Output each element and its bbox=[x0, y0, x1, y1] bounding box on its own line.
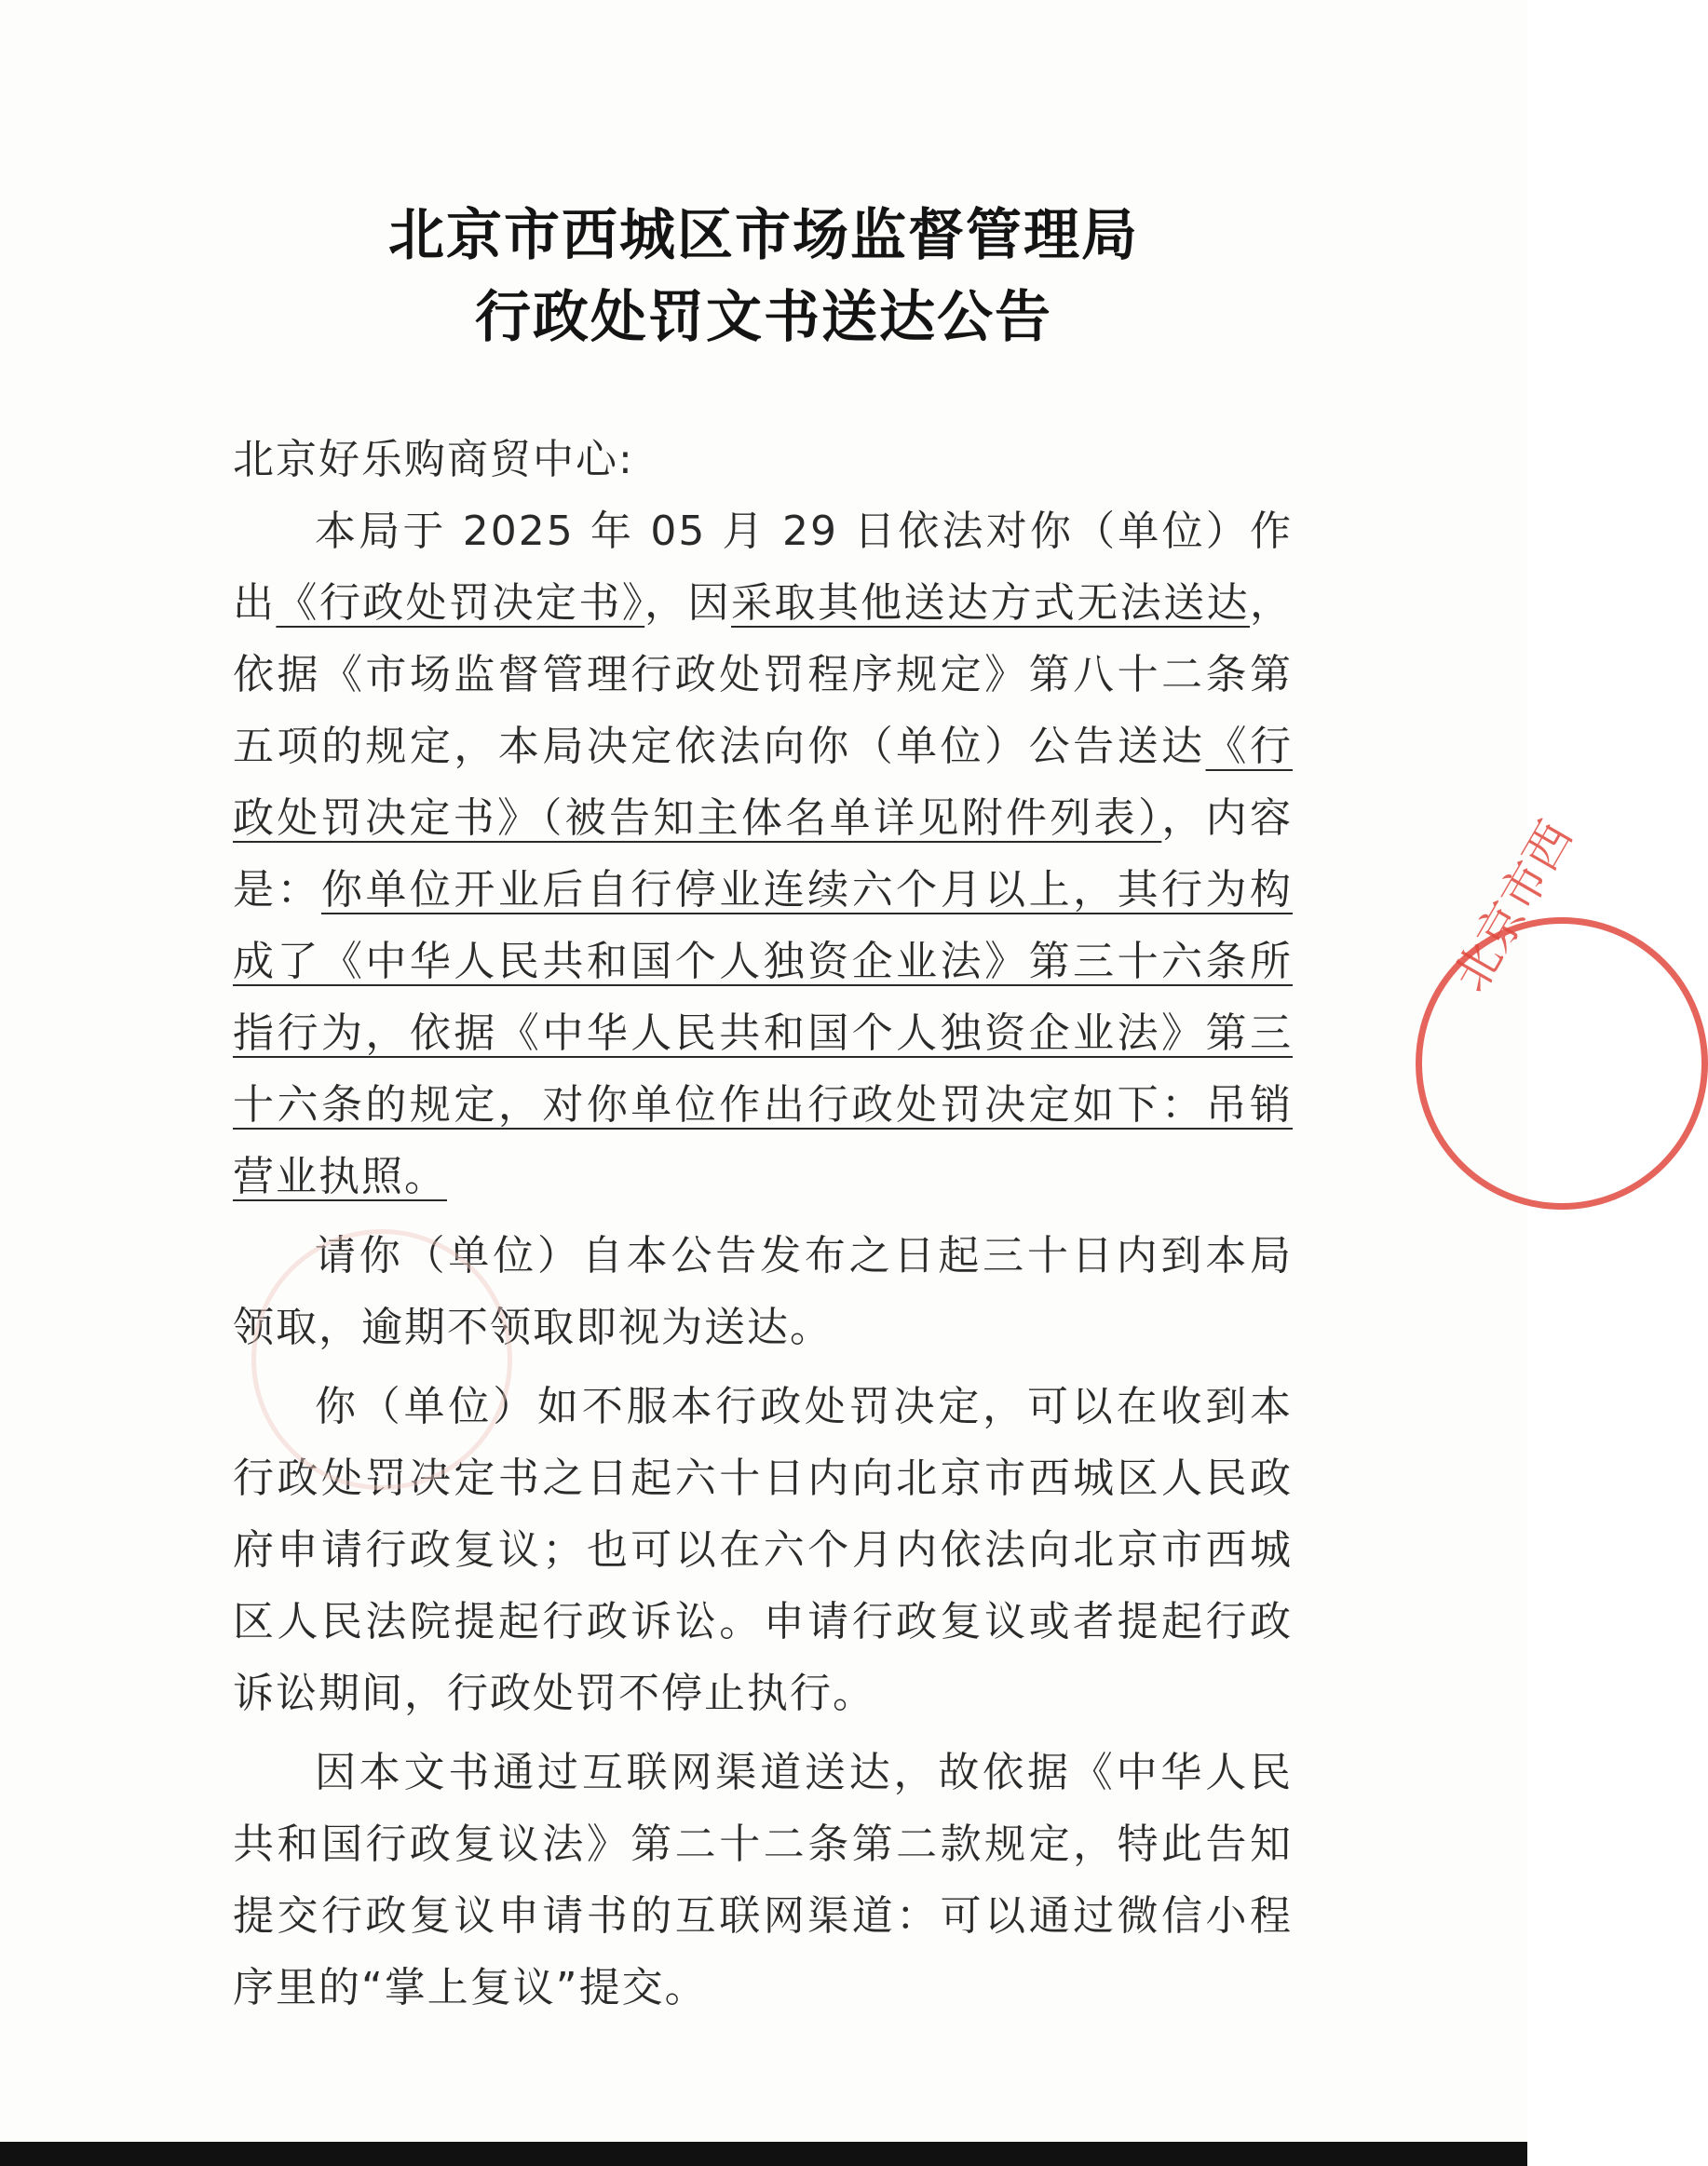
para1-text-e: ，依据《市场监督管理行政处罚程序规定》第八十二条第五项的规定，本局决定依法向你（单位）公告送达 bbox=[233, 579, 1294, 770]
paragraph-collection: 请你（单位）自本公告发布之日起三十日内到本局领取，逾期不领取即视为送达。 bbox=[233, 1232, 1293, 1351]
scan-bottom-edge bbox=[0, 2142, 1527, 2166]
para1-underlined-content: 你单位开业后自行停业连续六个月以上，其行为构成了《中华人民共和国个人独资企业法》第三十六条所指行为，依据《中华人民共和国个人独资企业法》第三十六条的规定，对你单位作出行政处罚决定如下：吊销营业执照。 bbox=[233, 866, 1294, 1200]
para1-underlined-document: 《行政处罚决定书》 bbox=[276, 579, 645, 627]
para1-text-g: ，内容是： bbox=[233, 794, 1294, 914]
paragraph-internet-channel: 因本文书通过互联网渠道送达，故依据《中华人民共和国行政复议法》第二十二条第二款规定，特此告知提交行政复议申请书的互联网渠道：可以通过微信小程序里的“掌上复议”提交。 bbox=[233, 1749, 1293, 2011]
addressee: 北京好乐购商贸中心: bbox=[233, 436, 634, 483]
official-seal-text: 北京市西 bbox=[1443, 812, 1583, 1001]
para1-underlined-reason: 采取其他送达方式无法送达 bbox=[731, 579, 1251, 627]
para1-text-c: ，因 bbox=[644, 579, 732, 627]
document-title-line2: 行政处罚文书送达公告 bbox=[475, 285, 1052, 350]
bleed-through-seal bbox=[251, 1229, 512, 1490]
paragraph-appeal: 你（单位）如不服本行政处罚决定，可以在收到本行政处罚决定书之日起六十日内向北京市西城区人民政府申请行政复议；也可以在六个月内依法向北京市西城区人民法院提起行政诉讼。申请行政复议或者提起行政诉讼期间，行政处罚不停止执行。 bbox=[233, 1383, 1293, 1717]
para1-underlined-notice: 《行政处罚决定书》（被告知主体名单详见附件列表） bbox=[233, 723, 1294, 842]
document-body bbox=[233, 424, 1293, 2024]
para1-text-a: 本局于 2025 年 05 月 29 日依法对你（单位）作出 bbox=[233, 508, 1293, 627]
paragraph-decision bbox=[233, 495, 1293, 1212]
document-title-line1: 北京市西城区市场监督管理局 bbox=[388, 203, 1139, 268]
